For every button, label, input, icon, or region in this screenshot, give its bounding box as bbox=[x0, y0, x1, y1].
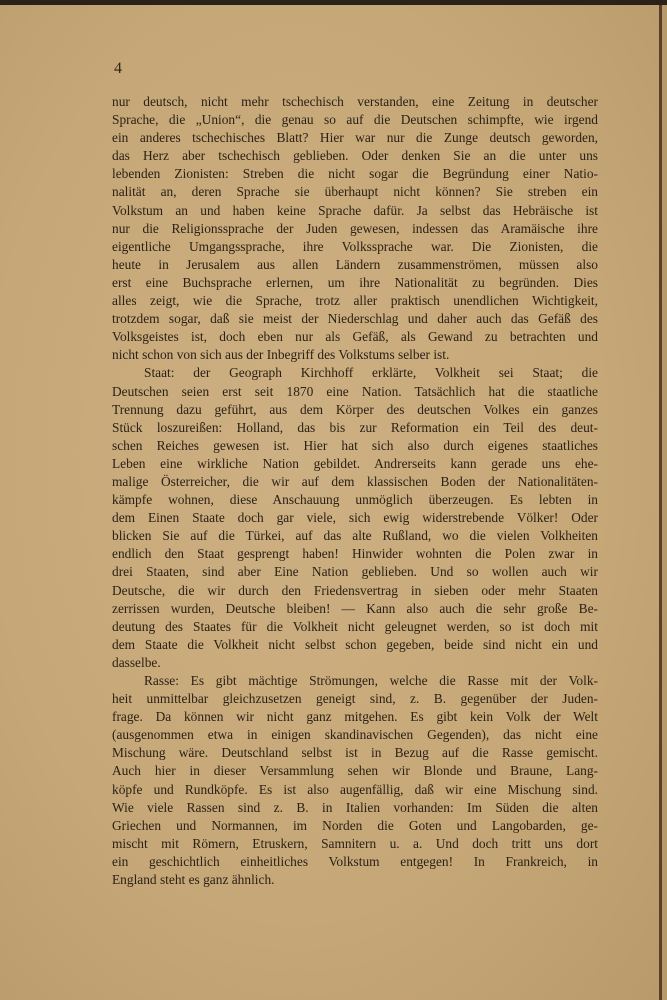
text-line: dasselbe. bbox=[112, 654, 161, 670]
text-line: Volksgeistes ist, doch eben nur als Gefäß, als Gewand zu betrachten und bbox=[112, 329, 598, 345]
text-line: lebenden Zionisten: Streben die nicht sogar die Begründung einer Natio- bbox=[112, 166, 598, 182]
text-line: nur deutsch, nicht mehr tschechisch verstanden, eine Zeitung in deutscher bbox=[112, 94, 598, 109]
text-line: nalität an, deren Sprache sie überhaupt nicht können? Sie streben ein bbox=[112, 184, 598, 200]
text-line: schen Reiches gewesen ist. Hier hat sich also durch eigenes staatliches bbox=[112, 437, 598, 453]
text-line: alles zeigt, wie die Sprache, trotz aller praktisch unendlichen Wichtigkeit, bbox=[112, 293, 598, 309]
text-line: deutung des Staates für die Volkheit nicht geleugnet werden, so ist doch mit bbox=[112, 618, 598, 634]
text-line: Staat: der Geograph Kirchhoff erklärte, Volkheit sei Staat; die bbox=[144, 365, 598, 381]
text-line: nicht schon von sich aus der Inbegriff des Volkstums selber ist. bbox=[112, 347, 450, 363]
text-line: ein anderes tschechisches Blatt? Hier war nur die Zunge deutsch geworden, bbox=[112, 130, 598, 146]
text-line: Wie viele Rassen sind z. B. in Italien vorhanden: Im Süden die alten bbox=[112, 799, 598, 815]
text-line: ein geschichtlich einheitliches Volkstum entgegen! In Frankreich, in bbox=[112, 853, 598, 869]
text-line: trotzdem sogar, daß sie meist der Niederschlag und daher auch das Gefäß des bbox=[112, 311, 598, 327]
text-line: malige Österreicher, die wir auf dem klassischen Boden der Nationalitäten- bbox=[112, 473, 598, 489]
text-line: dem Staate die Volkheit nicht selbst schon gegeben, beide sind nicht ein und bbox=[112, 636, 598, 652]
text-line: drei Staaten, sind aber Eine Nation geblieben. Und so wollen auch wir bbox=[112, 564, 598, 580]
text-line: endlich den Staat gesprengt haben! Hinwider wohnten die Polen zwar in bbox=[112, 546, 598, 562]
text-line: England steht es ganz ähnlich. bbox=[112, 872, 275, 888]
text-line: nur die Religionssprache der Juden gewesen, indessen das Aramäische ihre bbox=[112, 220, 598, 236]
text-line: das Herz aber tschechisch geblieben. Oder denken Sie an die unter uns bbox=[112, 148, 598, 164]
text-line: erst eine Buchsprache erlernen, um ihre Nationalität zu begründen. Dies bbox=[112, 274, 598, 290]
text-line: blicken Sie auf die Türkei, auf das alte Rußland, wo die vielen Volkheiten bbox=[112, 528, 598, 544]
text-line: dem Einen Staate doch gar viele, sich ewig widerstrebende Völker! Oder bbox=[112, 510, 598, 526]
text-line: Trennung dazu geführt, aus dem Körper des deutschen Volkes ein ganzes bbox=[112, 401, 598, 417]
text-line: köpfe und Rundköpfe. Es ist also augenfällig, daß wir eine Mischung sind. bbox=[112, 781, 598, 797]
text-line: frage. Da können wir nicht ganz mitgehen. Es gibt kein Volk der Welt bbox=[112, 709, 598, 725]
text-line: Sprache, die „Union“, die genau so auf die Deutschen schimpfte, wie irgend bbox=[112, 112, 598, 128]
page-edge-margin bbox=[662, 5, 667, 1000]
text-line: eigentliche Umgangssprache, ihre Volkssprache war. Die Zionisten, die bbox=[112, 238, 598, 254]
text-line: Griechen und Normannen, im Norden die Goten und Langobarden, ge- bbox=[112, 817, 598, 833]
text-line: mischt mit Römern, Etruskern, Samnitern u. a. Und doch tritt uns dort bbox=[112, 835, 598, 851]
page-number: 4 bbox=[114, 60, 122, 77]
text-line: Rasse: Es gibt mächtige Strömungen, welche die Rasse mit der Volk- bbox=[144, 673, 598, 688]
text-line: Deutschen seien erst seit 1870 eine Nation. Tatsächlich hat die staatliche bbox=[112, 383, 598, 399]
text-line: kämpfe wohnen, diese Anschauung unmöglich überzeugen. Es lebten in bbox=[112, 492, 598, 508]
text-line: zerrissen wurden, Deutsche bleiben! — Kann also auch die sehr große Be- bbox=[112, 600, 598, 616]
text-line: (ausgenommen etwa in einigen skandinavischen Gegenden), das nicht eine bbox=[112, 727, 598, 743]
text-line: Volkstum an und haben keine Sprache dafür. Ja selbst das Hebräische ist bbox=[112, 202, 598, 218]
text-line: Leben eine wirkliche Nation gebildet. Andrerseits kann gerade uns ehe- bbox=[112, 455, 598, 471]
text-line: heute in Jerusalem aus allen Ländern zusammenströmen, müssen also bbox=[112, 256, 598, 272]
text-line: Deutsche, die wir durch den Friedensvertrag in sieben oder mehr Staaten bbox=[112, 582, 598, 598]
text-line: Auch hier in dieser Versammlung sehen wir Blonde und Braune, Lang- bbox=[112, 763, 598, 779]
body-text bbox=[112, 93, 598, 889]
text-line: Stück loszureißen: Holland, das bis zur Reformation ein Teil des deut- bbox=[112, 419, 598, 435]
text-line: heit unmittelbar gleichzusetzen geneigt sind, z. B. gegenüber der Juden- bbox=[112, 691, 598, 707]
text-line: Mischung wäre. Deutschland selbst ist in Bezug auf die Rasse gemischt. bbox=[112, 745, 598, 761]
